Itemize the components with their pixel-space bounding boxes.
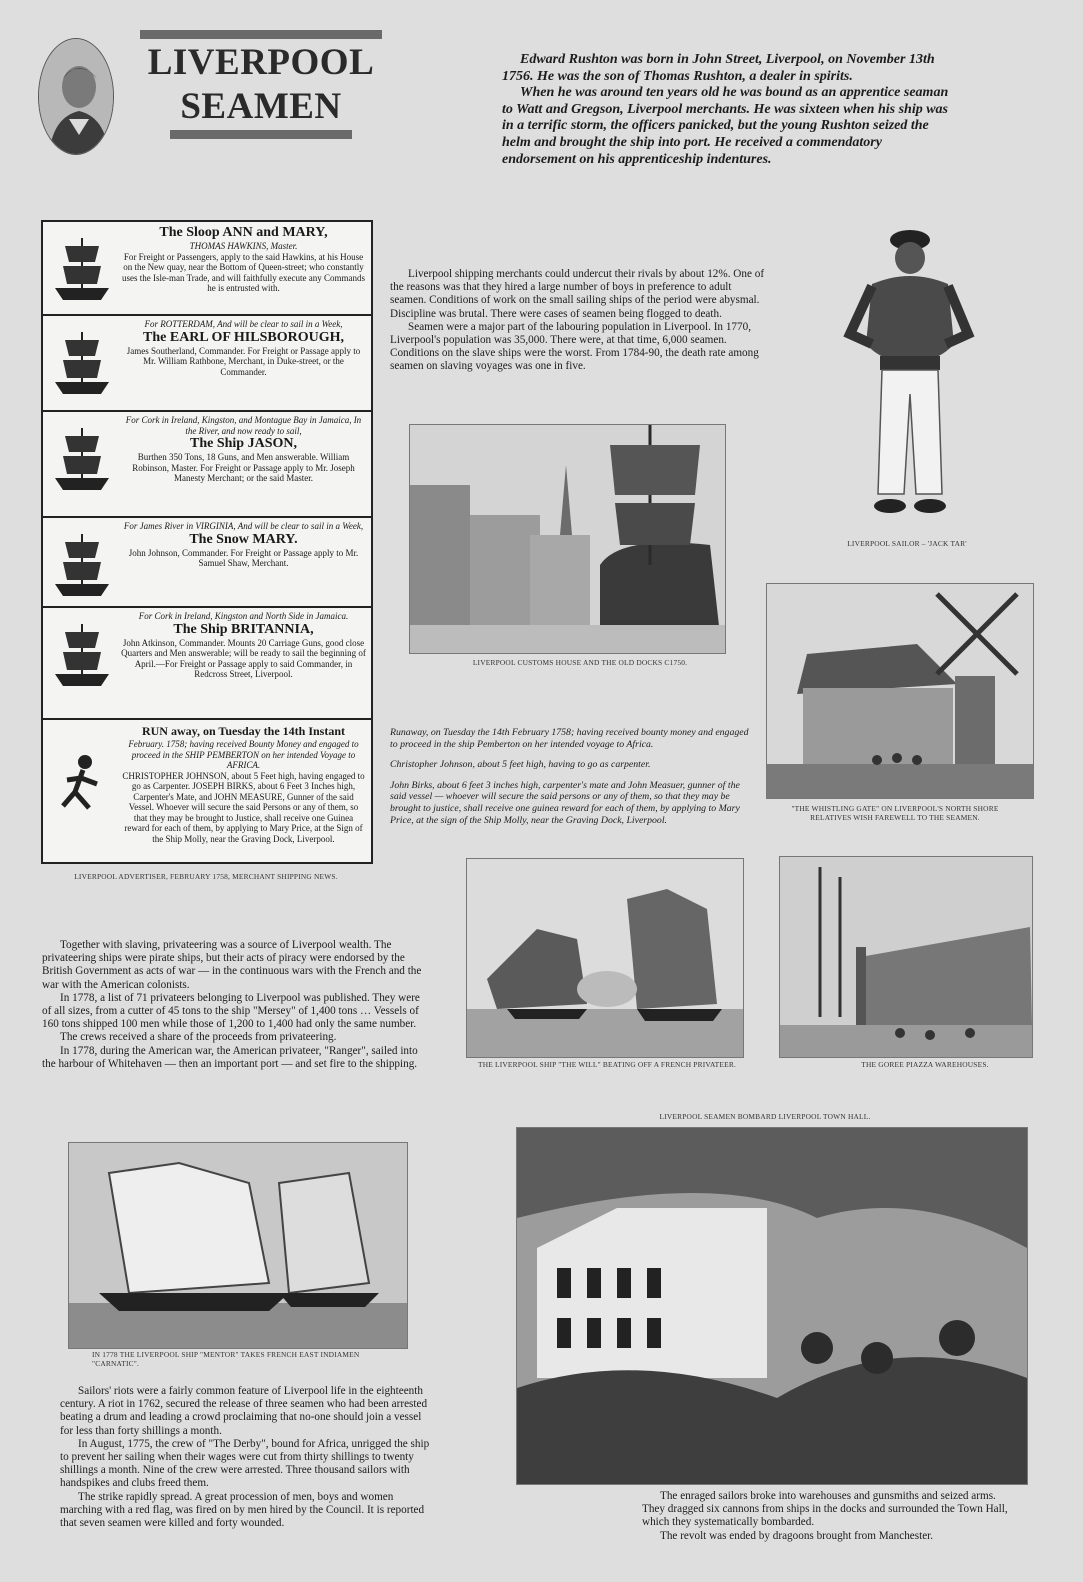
ship-icon (49, 618, 115, 692)
runaway-paragraph: Runaway, on Tuesday the 14th February 1758; having received bounty money and engaged to proceed in the ship Pemberton on her intended voyage to Africa. (390, 727, 749, 750)
ad-block (43, 518, 371, 608)
caption-whistling-gate: "THE WHISTLING GATE" ON LIVERPOOL'S NORTH SHORE RELATIVES WISH FAREWELL TO THE SEAMEN. (791, 804, 999, 822)
title-rule-bottom (170, 130, 352, 139)
ad-block (43, 608, 371, 720)
ad-text: Burthen 350 Tons, 18 Guns, and Men answerable. William Robinson, Master. For Freight or Passage apply to Mr. Joseph Manesty Merchant; or the said Master. (132, 452, 355, 483)
runaway-transcript (390, 727, 750, 835)
ship-icon (49, 422, 115, 496)
ad-text: For Freight or Passengers, apply to the said Hawkins, at his House on the New quay, near the Bottom of Queen-street; who constantly uses the Isle-man Trade, and will faithfully execute any Commands he is entrusted with. (122, 251, 365, 293)
caption-jack-tar: LIVERPOOL SAILOR – 'JACK TAR' (847, 539, 967, 548)
caption-the-will: THE LIVERPOOL SHIP "THE WILL" BEATING OFF A FRENCH PRIVATEER. (477, 1060, 737, 1069)
body-paragraph: Sailors' riots were a fairly common feature of Liverpool life in the eighteenth century. A riot in 1762, secured the release of three seamen who had been arrested beating a drum and leading a crowd proclaiming that no-one should join a vessel for less than forty shillings a month. (60, 1385, 428, 1437)
ad-subheading: For James River in VIRGINIA, And will be clear to sail in a Week, (123, 521, 364, 531)
body-paragraph: The enraged sailors broke into warehouses and gunsmiths and seized arms. They dragged six cannons from ships in the docks and surrounded the Town Hall, which they systematically bombarded. (642, 1490, 1008, 1529)
intro-paragraph: When he was around ten years old he was bound as an apprentice seaman to Watt and Gregson, Liverpool merchants. He was sixteen when his ship was in a terrific storm, the officers panicked, but the young Rushton seized the helm and brought the ship into port. He received a commendatory endorsement on his apprenticeship indentures. (502, 85, 949, 167)
page-title-line1: LIVERPOOL (147, 42, 375, 83)
image-goree-warehouses (779, 856, 1033, 1058)
portrait-edward-rushton (38, 38, 114, 155)
caption-goree: THE GOREE PIAZZA WAREHOUSES. (861, 1060, 989, 1069)
body-paragraph: The strike rapidly spread. A great procession of men, boys and women marching with a red flag, was fired on by men hired by the Council. It is reported that seven seamen were killed and forty wounded. (60, 1490, 425, 1530)
ad-subheading: THOMAS HAWKINS, Master. (189, 241, 298, 251)
body-paragraph: In 1778, during the American war, the American privateer, "Ranger", sailed into the harbour of Whitehaven — then an important port — and set fire to the shipping. (42, 1044, 418, 1070)
ad-subheading: February. 1758; having received Bounty Money and engaged to proceed in the SHIP PEMBERTON on her intended Voyage to AFRICA. (128, 739, 359, 770)
body-paragraph: Together with slaving, privateering was a source of Liverpool wealth. The privateering ships were pirate ships, but their acts of piracy were endorsed by the British Government as acts of war — in the continuous wars with the French and the war with the American colonists. (42, 939, 422, 991)
ad-heading: The Snow MARY. (189, 531, 298, 547)
ad-heading: The Ship JASON, (190, 436, 297, 451)
ad-heading: RUN away, on Tuesday the 14th Instant (141, 724, 346, 738)
shipping-merchants-text (390, 268, 770, 374)
ad-subheading: For ROTTERDAM, And will be clear to sail in a Week, (144, 319, 343, 329)
image-customs-house (409, 424, 726, 654)
caption-customs-house: LIVERPOOL CUSTOMS HOUSE AND THE OLD DOCKS C1750. (472, 658, 688, 667)
body-paragraph: In August, 1775, the crew of "The Derby", bound for Africa, unrigged the ship to prevent her sailing when their wages were cut from thirty shillings to twenty shillings a month. Nine of the crew were arrested. Three thousand sailors with handspikes and clubs freed them. (60, 1437, 430, 1490)
ad-text: James Southerland, Commander. For Freight or Passage apply to Mr. William Rathbone, Merchant, in Duke-street, or the Commander. (126, 345, 361, 377)
body-paragraph: Seamen were a major part of the labouring population in Liverpool. In 1770, Liverpool's population was 35,000. There were, at that time, 6,000 seamen. Conditions on the slave ships were the worst. From 1784-90, the death rate among seamen on slaving voyages was one in five. (390, 320, 759, 373)
image-town-hall-bombard (516, 1127, 1028, 1485)
ad-block-runaway (43, 720, 371, 864)
ad-text: John Johnson, Commander. For Freight or Passage apply to Mr. Samuel Shaw, Merchant. (128, 547, 359, 568)
privateering-text (42, 939, 424, 1071)
intro-text (502, 52, 952, 168)
running-man-icon (49, 750, 115, 824)
riots-text (60, 1385, 436, 1530)
enraged-sailors-text (642, 1490, 1012, 1543)
image-mentor (68, 1142, 408, 1349)
ship-icon (49, 528, 115, 602)
ad-text: CHRISTOPHER JOHNSON, about 5 Feet high, having engaged to go as Carpenter. JOSEPH BIRKS, about 6 Feet 3 Inches high, Carpenter's Mate, and JOHN MEASURE, Gunner of the said Vessel. Whoever will secure the said Persons or any of them, so that they may be brought to Justice, shall receive one Guinea reward for each of them, by applying to Mary Price, at the Sign of the Ship Molly, near the Graving Dock, Liverpool. (122, 770, 365, 844)
ship-icon (49, 232, 115, 306)
ad-heading: The Sloop ANN and MARY, (159, 225, 328, 240)
intro-paragraph: Edward Rushton was born in John Street, Liverpool, on November 13th 1756. He was the son of Thomas Rushton, a dealer in spirits. (502, 52, 935, 84)
ad-block (43, 222, 371, 316)
image-jack-tar (832, 224, 982, 524)
image-whistling-gate (766, 583, 1034, 799)
ad-heading: The EARL OF HILSBOROUGH, (143, 329, 344, 345)
body-paragraph: The revolt was ended by dragoons brought from Manchester. (660, 1529, 934, 1542)
ship-icon (49, 326, 115, 400)
runaway-paragraph: John Birks, about 6 feet 3 inches high, carpenter's mate and John Measuer, gunner of the said vessel — whoever will secure the said persons or any of them, so that they may be brought to justice, shall receive one guinea reward for each of them, by applying to Mary Price, at the sign of the Ship Molly, near the Graving Dock, Liverpool. (390, 779, 740, 826)
body-paragraph: Liverpool shipping merchants could undercut their rivals by about 12%. One of the reasons was that they hired a large number of boys in preference to adult seamen. Conditions of work on the small sailing ships of the period were abysmal. Discipline was brutal. There were cases of seamen being flogged to death. (390, 268, 765, 320)
page-title-line2: SEAMEN (180, 86, 342, 127)
ad-text: John Atkinson, Commander. Mounts 20 Carriage Guns, good close Quarters and Men answerable; will be ready to sail the beginning of April.—For Freight or Passage apply to said Commander, in Redcross Street, Liverpool. (121, 637, 366, 679)
caption-bombard: LIVERPOOL SEAMEN BOMBARD LIVERPOOL TOWN HALL. (659, 1112, 871, 1121)
ad-subheading: For Cork in Ireland, Kingston and North Side in Jamaica. (138, 611, 349, 621)
body-paragraph: In 1778, a list of 71 privateers belonging to Liverpool was published. They were of all sizes, from a cutter of 45 tons to the ship "Mersey" of 1,400 tons … Vessels of 160 tons shipped 100 men while those of 1,200 to 1,400 had only the same number. (42, 991, 420, 1031)
ad-heading: The Ship BRITANNIA, (173, 621, 314, 637)
ad-block (43, 412, 371, 518)
body-paragraph: The crews received a share of the proceeds from privateering. (60, 1031, 337, 1044)
caption-advertiser: LIVERPOOL ADVERTISER, FEBRUARY 1758, MERCHANT SHIPPING NEWS. (74, 872, 338, 881)
runaway-paragraph: Christopher Johnson, about 5 feet high, having to go as carpenter. (390, 759, 651, 771)
ad-subheading: For Cork in Ireland, Kingston, and Montague Bay in Jamaica, In the River, and now ready to sail, (125, 415, 362, 436)
ad-block (43, 316, 371, 412)
title-rule-top (140, 30, 382, 39)
image-ship-the-will (466, 858, 744, 1058)
caption-mentor: IN 1778 THE LIVERPOOL SHIP "MENTOR" TAKES FRENCH EAST INDIAMEN "CARNATIC". (92, 1350, 360, 1368)
newspaper-advertisements (41, 220, 373, 864)
